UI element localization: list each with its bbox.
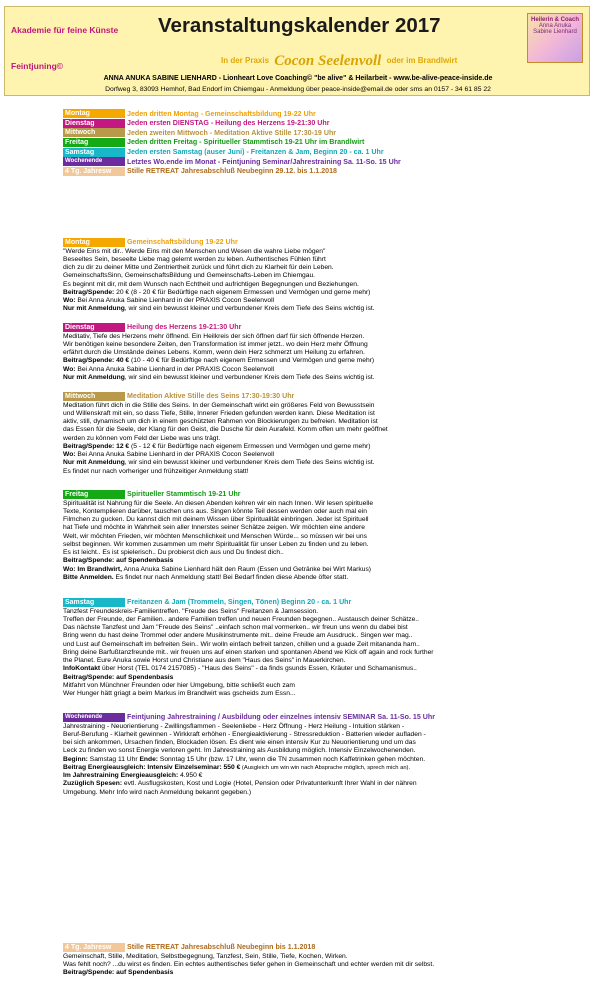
day-tag: Dienstag: [63, 119, 125, 128]
price-label: Beitrag/Spende: 40 €: [63, 357, 130, 365]
section-line: erfährt durch die Umstände deines Lebens. Komm, wenn dein Herz schmerzt um Heilung zu erfahren.: [63, 349, 365, 356]
registration-label: Bitte Anmelden.: [63, 573, 114, 581]
section-line: Umgebung. Mehr Info wird nach Anmeldung bekannt gegeben.): [63, 788, 252, 796]
info-label: InfoKontakt: [63, 665, 101, 673]
section-line: Es findet nur nach vorheriger und frühzeitiger Anmeldung statt!: [63, 467, 249, 475]
location-line: [63, 366, 563, 374]
section-line: Mitfahrt von Münchner Freunden oder hier Umgebung, bitte schließt euch zam: [63, 681, 295, 689]
registration-line: [63, 305, 563, 313]
registration-text: , wir sind ein bewusst kleiner und verbundener Kreis dem Tiefe des Seins wichtig ist.: [124, 305, 375, 313]
section-line: Treffen der Freunde, der Familien.. andere Familien treffen und neuen Freunden begegnen.. Austausch deiner Schätze..: [63, 615, 420, 623]
section-header: [63, 238, 563, 247]
section-title: Feintjuning Jahrestraining / Ausbildung oder einzelnes intensiv SEMINAR Sa. 11-So. 15 Uhr: [127, 713, 435, 722]
section-line: Gemeinschaft, Stille, Meditation, Selbstbegegnung, Tanzfest, Sein, Stille, Tiefe, Kochen, Wirken.: [63, 952, 348, 960]
section-title: Meditation Aktive Stille des Seins 17:30-19:30 Uhr: [127, 392, 295, 401]
overview-row-dienstag: [63, 119, 401, 128]
section-line: Meditativ, Tiefe des Herzens mehr öffnend. Ein Heilkreis der sich öffnen darf für sich öffnende Herzen.: [63, 332, 365, 340]
section-title: Freitanzen & Jam (Trommeln, Singen, Tönen) Beginn 20 - ca. 1 Uhr: [127, 598, 352, 607]
section-title: Stille RETREAT Jahresabschluß Neubeginn bis 1.1.2018: [127, 943, 316, 952]
section-retreat: [63, 943, 563, 977]
section-line: GemeinschaftsSinn, GemeinschaftsBildung und Gemeinschafts-Leben im Chiemgau.: [63, 272, 316, 280]
section-line: und Lust auf Gemeinschaft im befreiten Sein.. Wir wolln einfach befreit tanzen, chillen und a guade Zeit mitananda ham..: [63, 640, 420, 648]
day-tag: Freitag: [63, 138, 125, 147]
section-line: Beruf-Berufung - Klarheit gewinnen - Wirkkraft erhöhen - Energieaktivierung - Stressreduktion - Batterien wieder aufladen -: [63, 730, 426, 738]
section-line: aktiv, still, dynamisch um dich in einem geschützten Rahmen von Blockierungen zu befreien. Meditation ist: [63, 418, 378, 425]
overview-row-montag: [63, 109, 401, 118]
section-montag: [63, 238, 563, 314]
price-label: Beitrag/Spende: auf Spendenbasis: [63, 969, 174, 976]
location-text: Bei Anna Anuka Sabine Lienhard in der PRAXIS Cocon Seelenvoll: [75, 451, 275, 458]
end-text: Sonntag 15 Uhr (bzw. 17 Uhr, wenn die TN zusammen noch Kaffetrinken gehen möchten.: [158, 755, 426, 763]
price-line: [63, 443, 563, 451]
section-line: Es ist leicht.. Es ist spielerisch.. Du probierst dich aus und Du findest dich..: [63, 549, 284, 556]
contact-line-2: Dorfweg 3, 83093 Hemhof, Bad Endorf im Chiemgau - Anmeldung über peace-inside@email.de oder sms an 0157 - 34 61 85 22: [105, 86, 491, 93]
section-header: [63, 713, 563, 722]
section-line: hat Tiefe und möchte in Wahrheit sein aller Innerstes seiner Schätze zeigen. Wir möchten eine andere: [63, 524, 365, 532]
day-tag: Wochenende: [63, 157, 125, 166]
energy-note: (Ausgleich um win win nach Absprache möglich, sprech mich an).: [240, 764, 411, 771]
location-text: Anna Anuka Sabine Lienhard hält den Raum (Essen und Getränke bei Wirt Markus): [121, 565, 372, 573]
section-line: Texte, Kontemplieren darüber, tauschen uns aus. Singen könnte Teil dessen werden oder auch mal ein: [63, 507, 367, 515]
price-text: (10 - 40 € für Bedürftige nach eigenem Ermessen und Vermögen und gerne mehr): [129, 357, 375, 365]
feintuning-brand: Feintjuning©: [11, 61, 64, 71]
section-line: Bring wenn du hast deine Trommel oder andere Musikinstrumente mit.. deine Freude am Ausdruck.. Singen wer mag..: [63, 632, 413, 640]
price-line: [63, 557, 563, 565]
overview-text: Jeden ersten Samstag (auser Juni) - Freitanzen & Jam, Beginn 20 - ca. 1 Uhr: [127, 148, 384, 156]
year-text: 4.950 €: [178, 772, 203, 779]
section-header: [63, 490, 563, 499]
section-title: Spiritueller Stammtisch 19-21 Uhr: [127, 490, 241, 499]
section-line: "Werde Eins mit dir.. Werde Eins mit den Menschen und Wesen die wahre Liebe mögen": [63, 247, 326, 255]
section-dienstag: [63, 323, 563, 382]
registration-label: Nur mit Anmeldung: [63, 305, 125, 313]
price-line: [63, 969, 563, 977]
section-line: Welt, wir möchten Frieden, wir möchten Menschlichkeit und Menschen Würde... so müssen wir bei uns: [63, 532, 367, 540]
location-label: Wo:: [63, 451, 76, 458]
section-line: das Essen für die Seele, der Klang für den Geist, die Dusche für dein Aurafeld. Komm offen um mehr geöffnet: [63, 426, 388, 434]
contact-line-1: ANNA ANUKA SABINE LIENHARD - Lionheart Love Coaching© "be alive" & Heilarbeit - www.be-alive-peace-inside.de: [103, 75, 493, 82]
section-title: Heilung des Herzens 19-21:30 Uhr: [127, 323, 242, 332]
overview-text: Jeden ersten DIENSTAG - Heilung des Herzens 19-21:30 Uhr: [127, 119, 330, 128]
section-title: Gemeinschaftsbildung 19-22 Uhr: [127, 238, 238, 247]
begin-text: Samstag 11 Uhr: [87, 755, 140, 763]
day-tag: Montag: [63, 109, 125, 118]
coach-logo: [527, 13, 583, 63]
location-text: Bei Anna Anuka Sabine Lienhard in der PRAXIS Cocon Seelenvoll: [75, 365, 275, 373]
section-header: [63, 598, 563, 607]
registration-label: Nur mit Anmeldung: [63, 459, 125, 467]
info-text: über Horst (TEL 0174 2157085) - "Haus des Seins" - da finds gsunds Essen, Kräuter und Schamanismus..: [100, 665, 417, 673]
header-box: [4, 6, 590, 96]
section-line: Das nächste Tanzfest und Jam "Freude des Seins" ..einfach schon mal vormerken.. wir freun uns wenn du dabei bist: [63, 624, 408, 631]
registration-text: , wir sind ein bewusst kleiner und verbundener Kreis dem Tiefe des Seins wichtig ist.: [124, 459, 375, 467]
day-tag: Montag: [63, 238, 125, 247]
section-mittwoch: [63, 392, 563, 476]
day-tag: Mittwoch: [63, 128, 125, 137]
section-line: Was fehlt noch? ...du wirst es finden. Ein echtes authentisches tiefer gehen in Gemeinschaft und echter werden mit dir selbst.: [63, 960, 435, 968]
location-label: Wo:: [63, 365, 76, 373]
registration-text: , wir sind ein bewusst kleiner und verbundener Kreis dem Tiefe des Seins wichtig ist.: [124, 373, 375, 381]
section-samstag: [63, 598, 563, 698]
day-tag: Mittwoch: [63, 392, 125, 401]
day-tag: Dienstag: [63, 323, 125, 332]
overview-row-samstag: [63, 147, 401, 156]
academy-name: Akademie für feine Künste: [11, 25, 119, 35]
praxis-suffix: oder im Brandlwirt: [386, 56, 458, 65]
begin-label: Beginn:: [63, 755, 88, 763]
price-label: Beitrag/Spende: auf Spendenbasis: [63, 557, 174, 565]
section-line: werden zu können vom Feld der Liebe was uns trägt.: [63, 434, 221, 442]
overview-row-freitag: [63, 138, 401, 147]
overview-text: Jeden dritten Montag - Gemeinschaftsbildung 19-22 Uhr: [127, 109, 316, 118]
section-line: und Willenskraft mit ein, so dass Tiefe, Stille, Innerer Frieden gefunden werden kann. Diese Meditation ist: [63, 409, 375, 417]
section-freitag: [63, 490, 563, 582]
schedule-overview: [63, 109, 401, 176]
day-tag: Samstag: [63, 598, 125, 607]
overview-text: Jeden zweiten Mittwoch - Meditation Aktive Stille 17:30-19 Uhr: [127, 128, 337, 137]
section-line: bei sich ankommen, Ursachen finden, Blockaden lösen. Es dient wie einen intensiv Kur zu Neuorientierung und um das: [63, 739, 416, 746]
registration-line: [63, 574, 563, 582]
price-label: Beitrag/Spende: auf Spendenbasis: [63, 673, 174, 681]
section-line: Wir benötigen keine besondere Zeiten, den Transformation ist immer jetzt.. wo dein Herz mehr Öffnung: [63, 340, 368, 348]
location-line: [63, 297, 563, 305]
section-line: dich zu dir zu deiner Mitte und Zentriertheit zurück und führt dich zu Klarheit für dein Leben.: [63, 264, 334, 271]
location-line: [63, 566, 563, 574]
extra-text: evtl. Ausflugskosten, Kost und Logie (Hotel, Pension oder Privatunterkunft Ihrer Wahl in der nähren: [122, 780, 417, 788]
registration-label: Nur mit Anmeldung: [63, 373, 125, 381]
end-label: Ende:: [139, 755, 159, 763]
location-label: Wo:: [63, 297, 76, 304]
overview-row-retreat: [63, 166, 401, 175]
time-line: [63, 756, 563, 764]
overview-text: Stille RETREAT Jahresabschluß Neubeginn 29.12. bis 1.1.2018: [127, 167, 337, 176]
section-line: Bring deine Barfußtanzfreunde mit.. wir freuen uns auf einen starken und spontanen Abend we Kick off again and rock further: [63, 648, 434, 656]
registration-line: [63, 459, 563, 467]
extra-line: [63, 780, 563, 788]
info-line: [63, 665, 563, 673]
section-line: Leck zu finden wo sonst Energie verloren geht. Im Jahrestraining als Ausbildung möglich. Intensiv Einzelwochenenden.: [63, 747, 416, 755]
section-line: Spiritualität ist Nahrung für die Seele. An diesen Abenden kehren wir ein nach Innen. Wir lesen spirituelle: [63, 499, 374, 507]
section-wochenende: [63, 713, 563, 797]
registration-text: Es findet nur nach Anmeldung statt! Bei Bedarf finden diese Abende öfter statt.: [113, 573, 349, 581]
section-line: Wer Hunger hätt griagt a beim Markus im Brandlwirt was gscheids zum Essn...: [63, 690, 296, 697]
overview-text: Jeden dritten Freitag - Spiritueller Stammtisch 19-21 Uhr im Brandlwirt: [127, 138, 365, 147]
extra-label: Zuzüglich Spesen:: [63, 780, 123, 788]
praxis-prefix: In der Praxis: [221, 56, 270, 65]
year-line: [63, 772, 563, 780]
location-line: [63, 451, 563, 459]
section-line: Meditation führt dich in die Stille des Seins. In der Gemeinschaft wirkt ein größeres Feld von Bewusstsein: [63, 401, 375, 409]
section-header: [63, 392, 563, 401]
logo-line-3: Sabine Lienhard: [533, 29, 577, 35]
section-header: [63, 943, 563, 952]
day-tag: Wochenende: [63, 713, 125, 722]
section-line: Es beginnt mit dir, mit dem Wunsch nach Echtheit und aufrichtigen Begegnungen und Beziehungen.: [63, 280, 359, 288]
page-title: Veranstaltungskalender 2017: [158, 14, 441, 37]
section-line: Tanzfest Freundeskreis-Familientreffen. "Freude des Seins" Freitanzen & Jamsession.: [63, 607, 319, 615]
section-line: Beseeltes Sein, beseelte Liebe mag gelernt werden zu leben. Authentisches Fühlen führt: [63, 255, 326, 263]
section-header: [63, 323, 563, 332]
price-line: [63, 674, 563, 682]
day-tag: Samstag: [63, 148, 125, 157]
logo-line-2: Anna Anuka: [538, 23, 572, 29]
energy-label: Beitrag Energieausgleich: Intensiv Einzelseminar: 550 €: [63, 763, 241, 771]
praxis-line: [221, 53, 457, 70]
registration-line: [63, 374, 563, 382]
day-tag: Freitag: [63, 490, 125, 499]
section-line: Jahrestraining - Neuorientierung - Zwillingsflammen - Seelenliebe - Herz Öffnung - Herz Heilung - Intuition stärken -: [63, 722, 405, 730]
price-line: [63, 289, 563, 297]
price-label: Beitrag/Spende:: [63, 288, 115, 296]
logo-line-1: Heilerin & Coach: [530, 17, 579, 23]
energy-line: [63, 764, 563, 772]
price-line: [63, 357, 563, 365]
day-tag: 4 Tg. Jahresw: [63, 943, 125, 952]
day-tag: 4 Tg. Jahresw: [63, 167, 125, 176]
overview-row-wochenende: [63, 157, 401, 166]
year-label: Im Jahrestraining Energieausgleich:: [63, 772, 179, 779]
section-line: selbst beginnen. Wir kommen zusammen um mehr Spiritualität für unser Leben zu finden und zu leben.: [63, 540, 369, 548]
overview-row-mittwoch: [63, 128, 401, 137]
price-text: 20 € (8 - 20 € für Bedürftige nach eigenem Ermessen und Vermögen und gerne mehr): [114, 288, 371, 296]
section-line: the Planet. Eure Anuka sowie Horst und Christiane aus dem "Haus des Seins" in Mauerkirchen.: [63, 657, 346, 664]
section-line: Filmchen zu gucken. Du kannst dich mit deinem Wissen über Spiritualität einbringen. Jeder ist Spirituell: [63, 516, 369, 523]
praxis-name: Cocon Seelenvoll: [274, 53, 382, 69]
price-label: Beitrag/Spende: 12 €: [63, 442, 130, 450]
price-text: (5 - 12 € für Bedürftige nach eigenem Ermessen und Vermögen und gerne mehr): [129, 442, 371, 450]
overview-text: Letztes Wo.ende im Monat - Feintjuning Seminar/Jahrestraining Sa. 11-So. 15 Uhr: [127, 157, 401, 166]
location-text: Bei Anna Anuka Sabine Lienhard in der PRAXIS Cocon Seelenvoll: [75, 297, 275, 304]
location-label: Wo: Im Brandlwirt,: [63, 565, 122, 573]
